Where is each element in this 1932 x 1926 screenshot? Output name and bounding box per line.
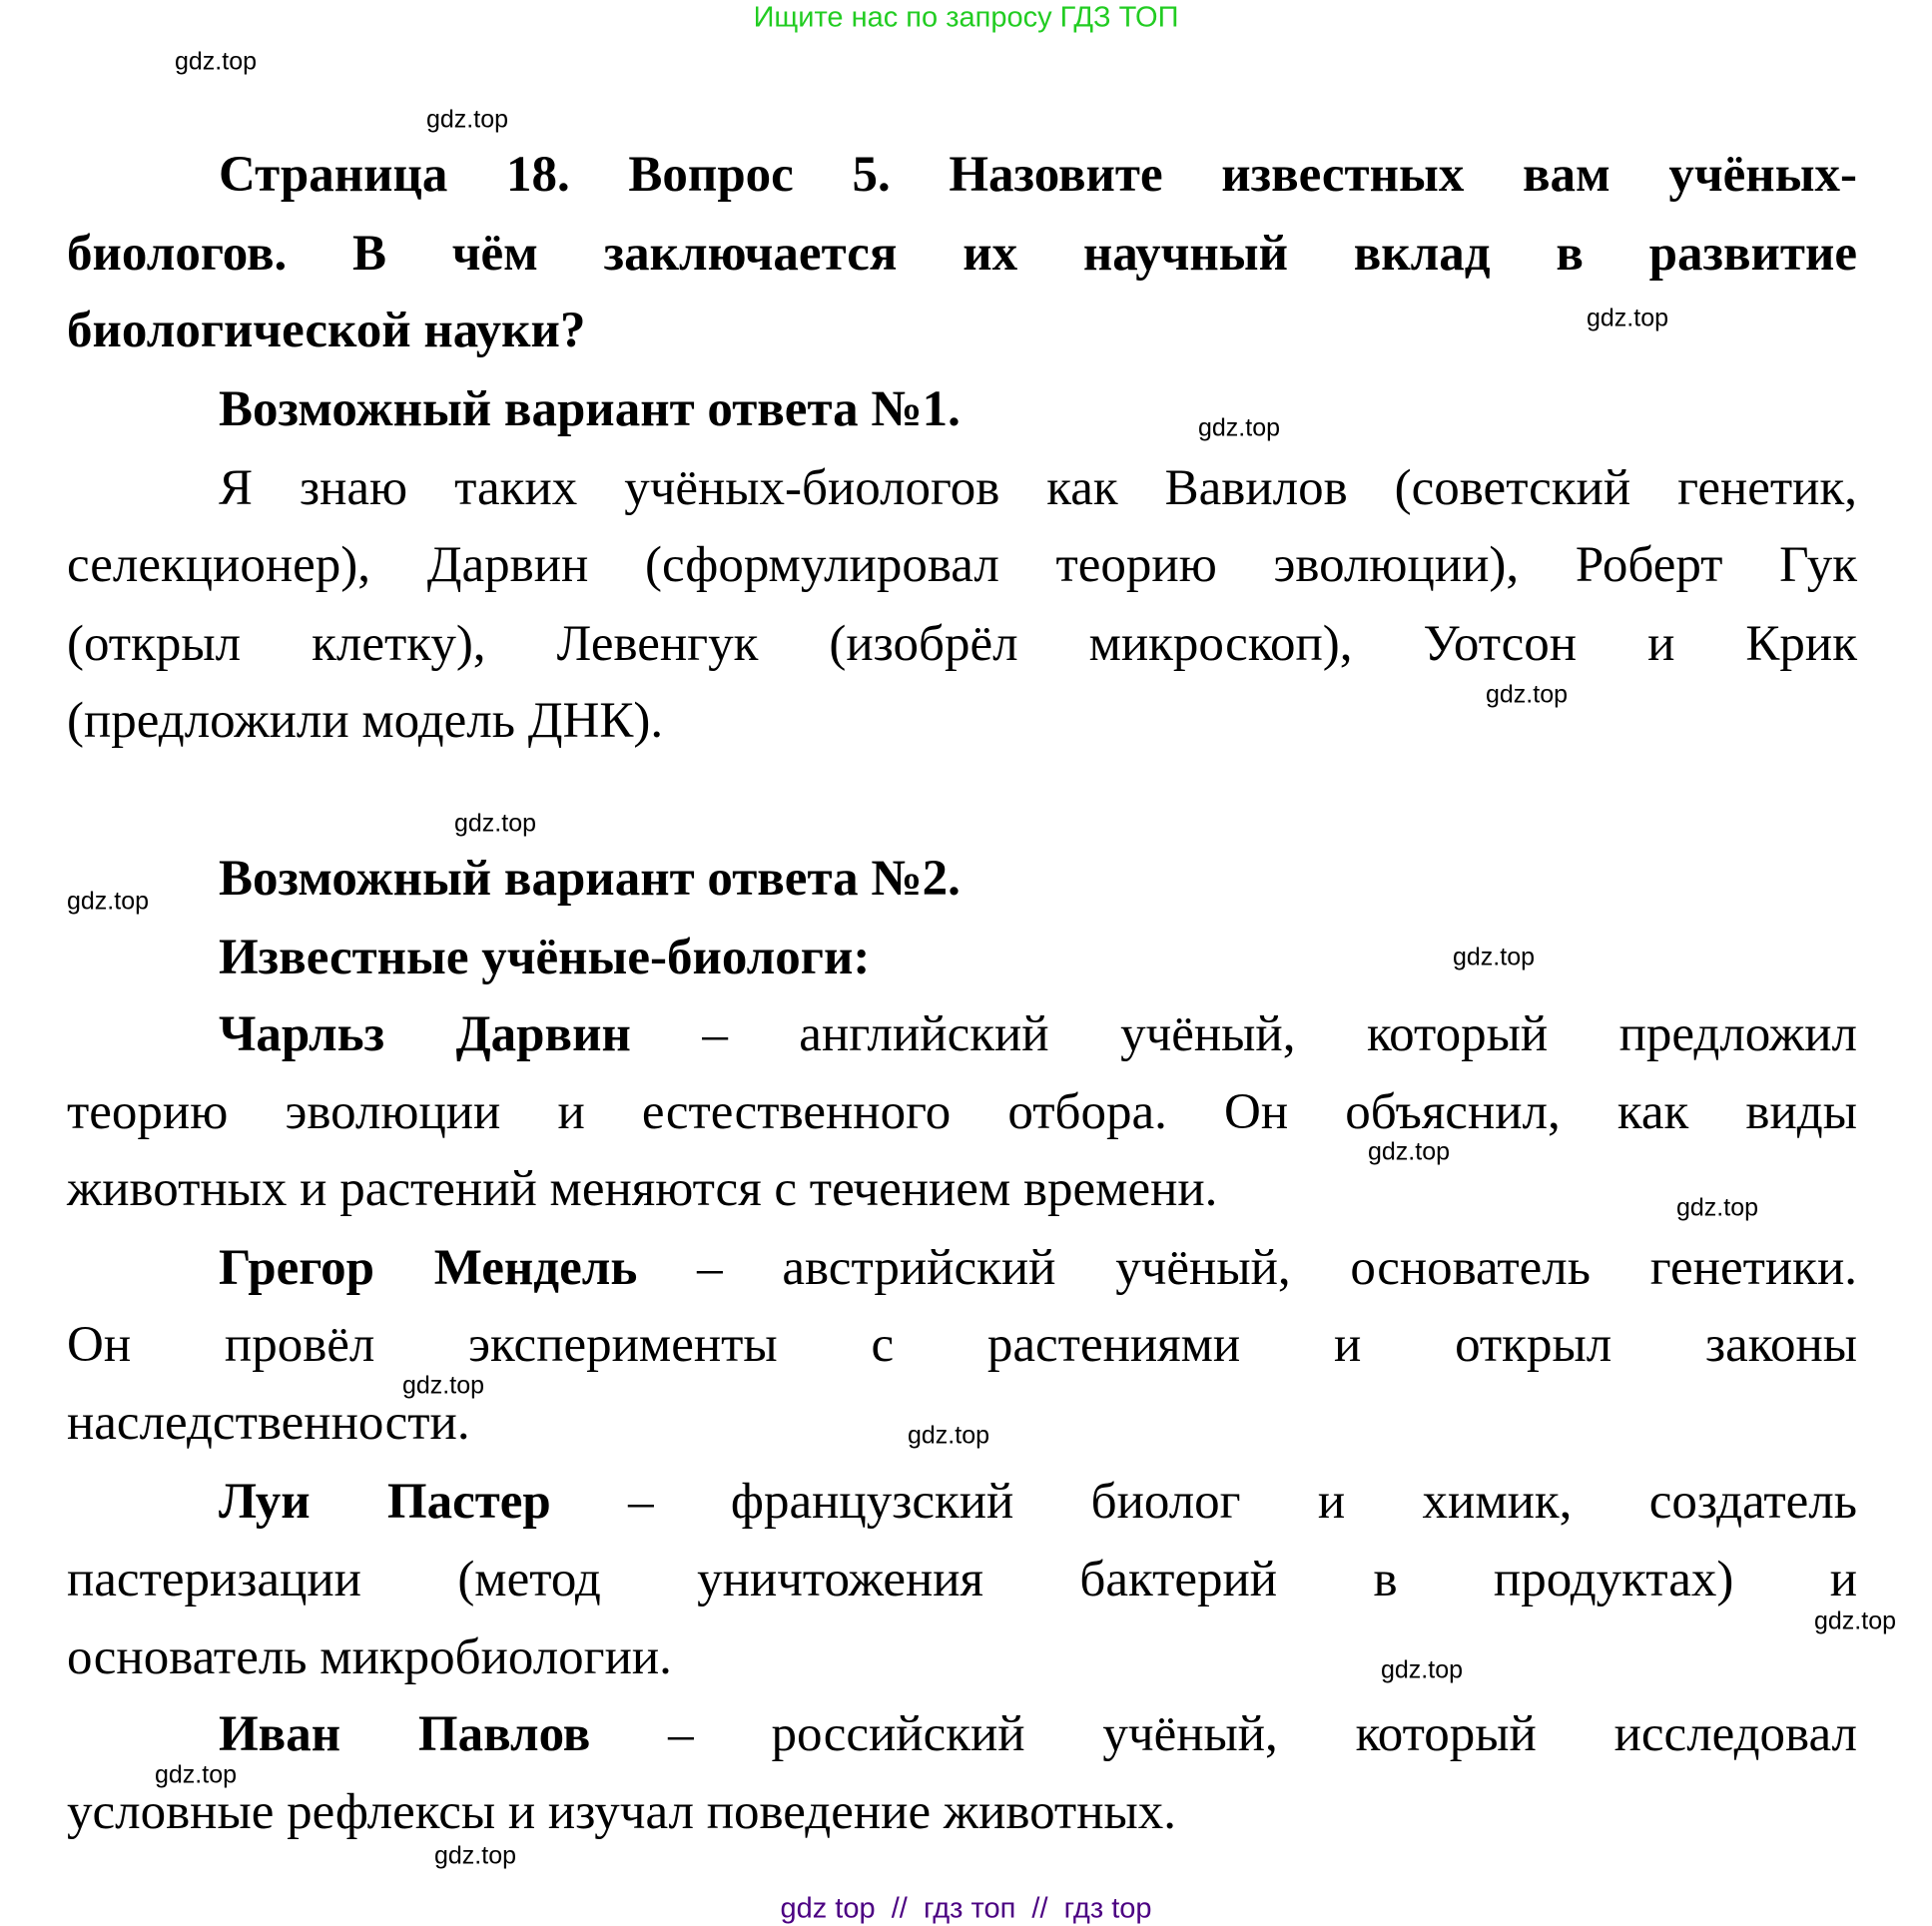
variant1-line: Я знаю таких учёных-биологов как Вавилов (советский генетик, [219, 460, 1857, 516]
variant1-line: (предложили модель ДНК). [67, 693, 664, 749]
scientist-text: теорию эволюции и естественного отбора. Он объяснил, как виды [67, 1084, 1857, 1140]
variant1-heading: Возможный вариант ответа №1. [219, 381, 961, 437]
watermark: gdz.top [1367, 1137, 1451, 1166]
scientist-pavlov-line [219, 1695, 1857, 1773]
watermark: gdz.top [1675, 1193, 1759, 1222]
scientist-text: – французский биолог и химик, создатель [550, 1474, 1857, 1530]
scientist-text: наследственности. [67, 1395, 470, 1451]
watermark: gdz.top [1197, 413, 1281, 442]
scientist-text: – российский учёный, который исследовал [590, 1706, 1857, 1762]
scientist-text: – австрийский учёный, основатель генетики. [637, 1240, 1857, 1296]
scientist-name: Грегор Мендель [219, 1240, 638, 1296]
watermark: gdz.top [1586, 304, 1669, 332]
scientist-text: условные рефлексы и изучал поведение животных. [67, 1784, 1177, 1840]
watermark: gdz.top [907, 1421, 990, 1450]
variant1-line: (открыл клетку), Левенгук (изобрёл микроскоп), Уотсон и Крик [67, 616, 1857, 672]
scientist-name: Иван Павлов [219, 1706, 591, 1762]
scientist-name: Луи Пастер [219, 1474, 551, 1530]
watermark: gdz.top [425, 105, 509, 134]
watermark: gdz.top [154, 1760, 238, 1789]
top-banner: Ищите нас по запросу ГДЗ ТОП [753, 1, 1179, 34]
watermark: gdz.top [401, 1371, 485, 1400]
scientist-darwin-line [219, 995, 1857, 1073]
scientist-pasteur-line [219, 1463, 1857, 1541]
watermark: gdz.top [453, 809, 537, 838]
variant2-heading: Возможный вариант ответа №2. [219, 851, 961, 907]
variant1-line: селекционер), Дарвин (сформулировал теорию эволюции), Роберт Гук [67, 537, 1857, 593]
scientist-text: пастеризации (метод уничтожения бактерий в продуктах) и [67, 1552, 1857, 1607]
bottom-banner: gdz top // гдз топ // гдз top [780, 1892, 1152, 1925]
watermark: gdz.top [1452, 943, 1536, 971]
question-title-line-3: биологической науки? [67, 303, 586, 358]
question-title-line-1: Страница 18. Вопрос 5. Назовите известных вам учёных- [219, 147, 1857, 203]
watermark: gdz.top [1813, 1606, 1897, 1635]
scientist-text: Он провёл эксперименты с растениями и открыл законы [67, 1317, 1857, 1373]
watermark: gdz.top [174, 47, 258, 76]
scientist-mendel-line [219, 1229, 1857, 1307]
watermark: gdz.top [66, 887, 150, 916]
scientist-text: основатель микробиологии. [67, 1629, 672, 1685]
scientist-text: – английский учёный, который предложил [630, 1006, 1857, 1062]
watermark: gdz.top [1485, 680, 1569, 709]
variant2-subheading: Известные учёные-биологи: [219, 930, 871, 985]
watermark: gdz.top [1380, 1655, 1464, 1684]
scientist-text: животных и растений меняются с течением времени. [67, 1161, 1218, 1217]
scientist-name: Чарльз Дарвин [219, 1006, 631, 1062]
question-title-line-2: биологов. В чём заключается их научный вклад в развитие [67, 226, 1857, 282]
watermark: gdz.top [433, 1841, 517, 1870]
